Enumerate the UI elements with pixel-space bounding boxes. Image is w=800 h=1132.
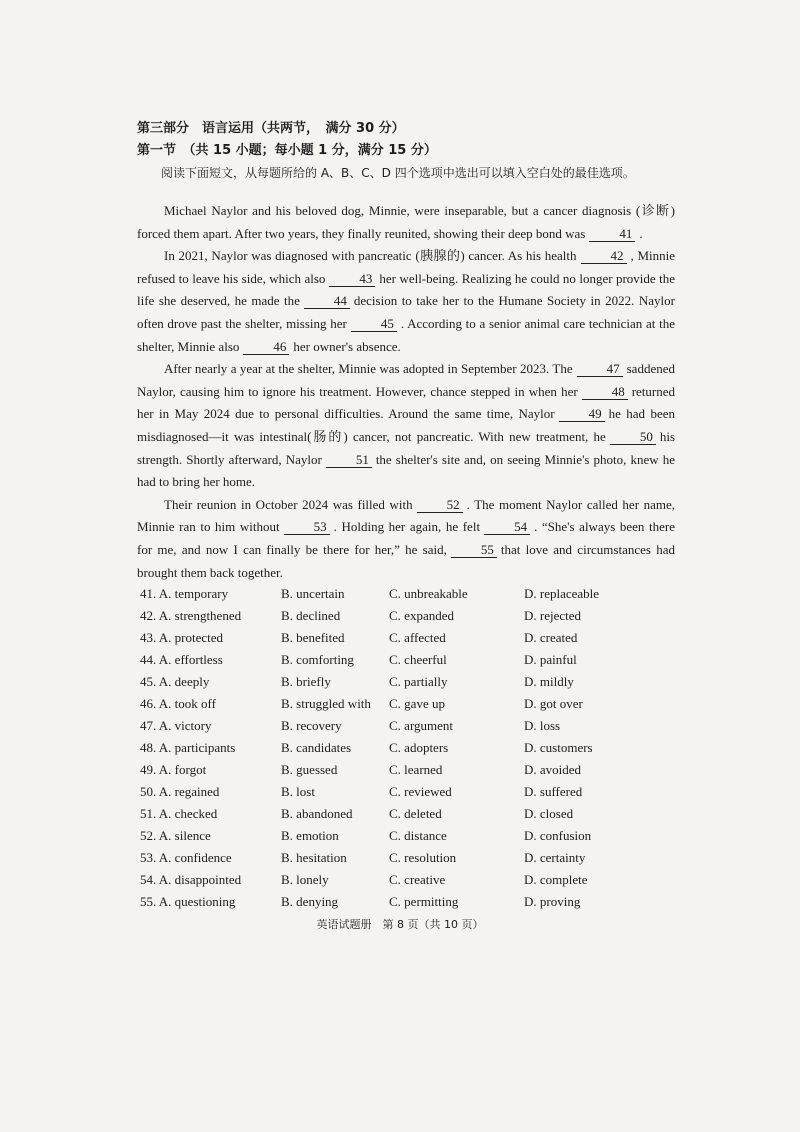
- option-a: 44. A. effortless: [140, 652, 223, 667]
- option-row: [140, 693, 680, 715]
- option-a: 50. A. regained: [140, 784, 220, 799]
- option-d: D. complete: [524, 872, 588, 887]
- option-a: 46. A. took off: [140, 696, 216, 711]
- option-b: B. lonely: [281, 872, 329, 887]
- passage-text: . Holding her again, he felt: [333, 519, 481, 535]
- option-d: D. avoided: [524, 762, 582, 777]
- option-c: C. partially: [389, 674, 448, 689]
- option-c: C. unbreakable: [389, 586, 468, 601]
- passage-text: . “She's always been there for me, and now I can finally be there for her,” he said,: [137, 519, 675, 557]
- option-d: D. closed: [524, 806, 574, 821]
- answer-options: [140, 583, 680, 913]
- option-row: [140, 891, 680, 913]
- option-d: D. loss: [524, 718, 561, 733]
- option-d: D. created: [524, 630, 578, 645]
- blank-47: 47: [577, 361, 623, 377]
- paragraph-4: [137, 494, 675, 584]
- passage-text: that love and circumstances had brought them back together.: [137, 541, 675, 580]
- option-b: B. emotion: [281, 828, 339, 843]
- option-row: [140, 759, 680, 781]
- option-c: C. distance: [389, 828, 447, 843]
- part-title: 第三部分 语言运用（共两节， 满分 30 分）: [137, 121, 405, 136]
- option-row: [140, 649, 680, 671]
- blank-55: 55: [451, 542, 497, 558]
- option-a: 48. A. participants: [140, 740, 236, 755]
- passage-text: After nearly a year at the shelter, Minnie was adopted in September 2023. The: [164, 361, 573, 377]
- option-d: D. replaceable: [524, 586, 600, 601]
- option-c: C. adopters: [389, 740, 449, 755]
- option-b: B. abandoned: [281, 806, 353, 821]
- option-b: B. briefly: [281, 674, 331, 689]
- heading-block: [137, 118, 677, 184]
- option-c: C. affected: [389, 630, 446, 645]
- passage-text: his strength. Shortly afterward, Naylor: [137, 428, 675, 467]
- option-b: B. hesitation: [281, 850, 347, 865]
- option-row: [140, 869, 680, 891]
- blank-42: 42: [581, 248, 627, 264]
- option-b: B. recovery: [281, 718, 342, 733]
- option-a: 41. A. temporary: [140, 586, 229, 601]
- blank-48: 48: [582, 384, 628, 400]
- section-title: 第一节 （共 15 小题；每小题 1 分，满分 15 分）: [137, 143, 437, 158]
- option-c: C. learned: [389, 762, 443, 777]
- passage-text: .: [639, 225, 643, 241]
- passage-text: he had been misdiagnosed—it was intestinal(肠的) cancer, not pancreatic. With new treatment, he: [137, 406, 675, 444]
- option-a: 55. A. questioning: [140, 894, 236, 909]
- passage-text: Michael Naylor and his beloved dog, Minnie, were inseparable, but a cancer diagnosis (诊断) forced them apart. After two years, they finally reunited, showing their deep bond was: [137, 203, 675, 241]
- option-a: 53. A. confidence: [140, 850, 232, 865]
- option-c: C. creative: [389, 872, 446, 887]
- option-d: D. suffered: [524, 784, 583, 799]
- option-c: C. permitting: [389, 894, 459, 909]
- option-d: D. painful: [524, 652, 577, 667]
- option-row: [140, 825, 680, 847]
- blank-54: 54: [484, 519, 530, 535]
- option-b: B. uncertain: [281, 586, 345, 601]
- option-c: C. argument: [389, 718, 454, 733]
- option-row: [140, 715, 680, 737]
- option-a: 49. A. forgot: [140, 762, 207, 777]
- passage-text: her well-being. Realizing he could no longer provide the life she deserved, he made the: [137, 270, 675, 309]
- passage-text: returned her in May 2024 due to personal difficulties. Around the same time, Naylor: [137, 383, 675, 422]
- paragraph-3: [137, 358, 675, 494]
- page-footer: 英语试题册 第 8 页（共 10 页）: [316, 918, 484, 931]
- option-b: B. lost: [281, 784, 315, 799]
- option-row: [140, 737, 680, 759]
- option-b: B. comforting: [281, 652, 354, 667]
- blank-45: 45: [351, 316, 397, 332]
- blank-49: 49: [559, 406, 605, 422]
- option-c: C. resolution: [389, 850, 457, 865]
- option-c: C. expanded: [389, 608, 454, 623]
- passage-text: her owner's absence.: [293, 338, 401, 354]
- passage-text: the shelter's site and, on seeing Minnie's photo, knew he had to bring her home.: [137, 451, 676, 490]
- passage-text: saddened Naylor, causing him to ignore his treatment. However, chance stepped in when her: [137, 361, 675, 399]
- blank-51: 51: [326, 452, 372, 468]
- option-row: [140, 671, 680, 693]
- blank-52: 52: [417, 497, 463, 513]
- instruction-text: 阅读下面短文，从每题所给的 A、B、C、D 四个选项中选出可以填入空白处的最佳选项。: [161, 166, 635, 180]
- option-row: [140, 627, 680, 649]
- option-d: D. rejected: [524, 608, 582, 623]
- blank-43: 43: [329, 271, 375, 287]
- option-d: D. confusion: [524, 828, 592, 843]
- option-a: 45. A. deeply: [140, 674, 210, 689]
- passage-text: , Minnie refused to leave his side, which also: [137, 248, 675, 286]
- paragraph-1: [137, 200, 675, 245]
- passage-text: . The moment Naylor called her name, Minnie ran to him without: [137, 496, 676, 535]
- option-row: [140, 781, 680, 803]
- option-b: B. benefited: [281, 630, 345, 645]
- option-a: 42. A. strengthened: [140, 608, 242, 623]
- blank-41: 41: [589, 226, 635, 242]
- option-a: 54. A. disappointed: [140, 872, 242, 887]
- option-d: D. got over: [524, 696, 583, 711]
- option-a: 51. A. checked: [140, 806, 218, 821]
- blank-46: 46: [243, 339, 289, 355]
- option-d: D. proving: [524, 894, 581, 909]
- option-d: D. customers: [524, 740, 593, 755]
- option-b: B. struggled with: [281, 696, 371, 711]
- option-row: [140, 583, 680, 605]
- cloze-passage: [137, 200, 675, 584]
- option-b: B. denying: [281, 894, 339, 909]
- option-d: D. mildly: [524, 674, 574, 689]
- option-a: 47. A. victory: [140, 718, 212, 733]
- option-c: C. gave up: [389, 696, 445, 711]
- option-row: [140, 605, 680, 627]
- passage-text: . According to a senior animal care technician at the shelter, Minnie also: [137, 315, 675, 354]
- option-b: B. declined: [281, 608, 341, 623]
- option-row: [140, 847, 680, 869]
- blank-53: 53: [284, 519, 330, 535]
- passage-text: Their reunion in October 2024 was filled with: [164, 496, 413, 512]
- option-c: C. deleted: [389, 806, 442, 821]
- paragraph-2: [137, 245, 675, 358]
- option-b: B. candidates: [281, 740, 352, 755]
- option-c: C. reviewed: [389, 784, 452, 799]
- option-a: 52. A. silence: [140, 828, 211, 843]
- blank-44: 44: [304, 293, 350, 309]
- option-a: 43. A. protected: [140, 630, 224, 645]
- option-c: C. cheerful: [389, 652, 447, 667]
- option-row: [140, 803, 680, 825]
- blank-50: 50: [610, 429, 656, 445]
- passage-text: decision to take her to the Humane Society in 2022. Naylor often drove past the shelter, missing her: [137, 293, 675, 331]
- option-d: D. certainty: [524, 850, 586, 865]
- passage-text: In 2021, Naylor was diagnosed with pancreatic (胰腺的) cancer. As his health: [164, 248, 577, 264]
- option-b: B. guessed: [281, 762, 338, 777]
